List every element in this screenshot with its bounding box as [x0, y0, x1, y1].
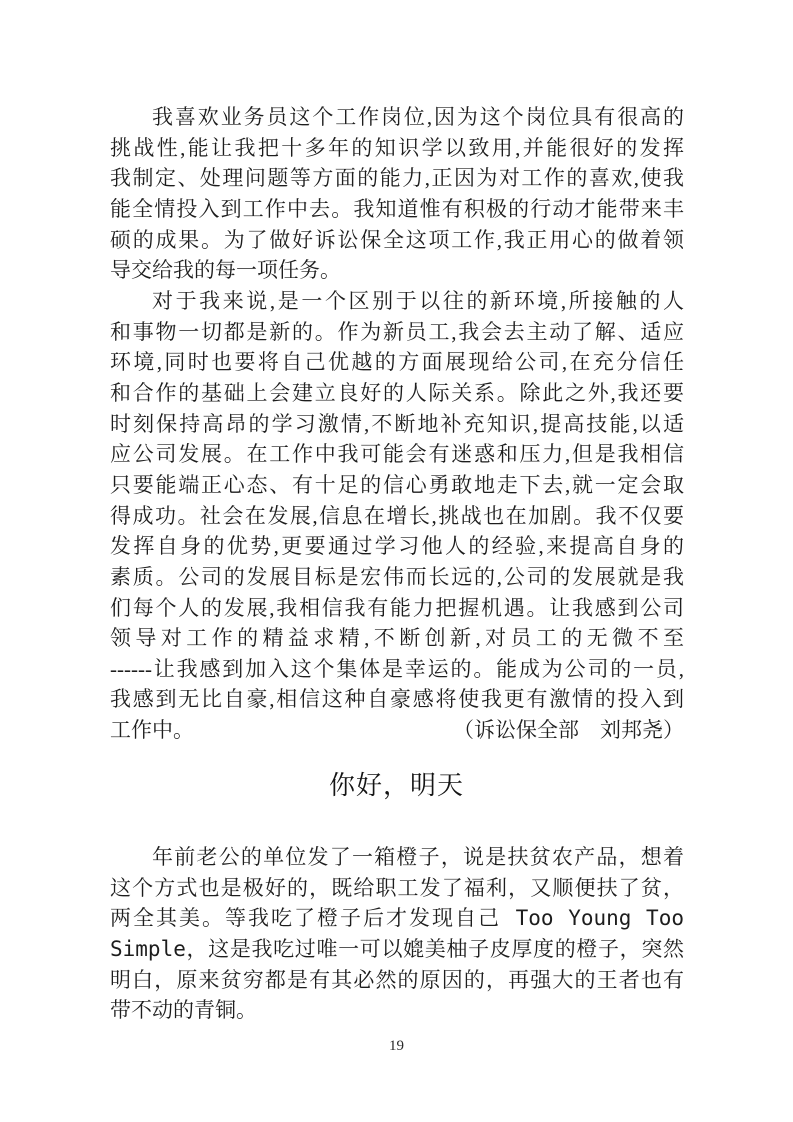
text-line: 只要能端正心态、有十足的信心勇敢地走下去,就一定会取: [110, 472, 684, 497]
text-line: 我喜欢业务员这个工作岗位,因为这个岗位具有很高的: [152, 105, 684, 129]
text-line: 两全其美。等我吃了橙子后才发现自己 Too Young Too: [110, 906, 684, 931]
text-line: Simple，这是我吃过唯一可以媲美柚子皮厚度的橙子，突然: [110, 936, 684, 961]
paragraph-closing: 工作中。: [110, 718, 194, 743]
text-line: 这个方式也是极好的，既给职工发了福利，又顺便扶了贫，: [110, 875, 684, 900]
article-title: 你好，明天: [328, 770, 464, 800]
text-line: 们每个人的发展,我相信我有能力把握机遇。让我感到公司: [110, 595, 684, 620]
page-number: 19: [389, 1038, 404, 1054]
paragraph-2: [110, 286, 684, 746]
text-line: 得成功。社会在发展,信息在增长,挑战也在加剧。我不仅要: [110, 503, 684, 528]
text-line: 能全情投入到工作中去。我知道惟有积极的行动才能带来丰: [110, 196, 684, 221]
paragraph-3: [110, 842, 684, 1026]
text-line: 对于我来说,是一个区别于以往的新环境,所接触的人: [152, 288, 684, 313]
article-1: [110, 102, 684, 746]
text-line: ------让我感到加入这个集体是幸运的。能成为公司的一员,: [110, 656, 684, 681]
text-line: 明白，原来贫穷都是有其必然的原因的，再强大的王者也有: [110, 967, 684, 992]
text-line: 发挥自身的优势,更要通过学习他人的经验,来提高自身的: [110, 534, 684, 559]
text-line: [110, 715, 684, 746]
text-line: 我感到无比自豪,相信这种自豪感将使我更有激情的投入到: [110, 687, 684, 712]
text-line: 带不动的青铜。: [110, 998, 257, 1023]
text-line: 时刻保持高昂的学习激情,不断地补充知识,提高技能,以适: [110, 411, 684, 436]
text-line: 领导对工作的精益求精,不断创新,对员工的无微不至: [110, 626, 684, 651]
text-line: 导交给我的每一项任务。: [110, 258, 341, 283]
text-line: 和事物一切都是新的。作为新员工,我会去主动了解、适应: [110, 319, 684, 344]
text-line: 和合作的基础上会建立良好的人际关系。除此之外,我还要: [110, 380, 684, 405]
signature: （诉讼保全部 刘邦尧）: [453, 718, 684, 743]
text-line: 素质。公司的发展目标是宏伟而长远的,公司的发展就是我: [110, 564, 684, 589]
text-line: 挑战性,能让我把十多年的知识学以致用,并能很好的发挥: [110, 135, 684, 160]
text-line: 应公司发展。在工作中我可能会有迷惑和压力,但是我相信: [110, 442, 684, 467]
text-line: 年前老公的单位发了一箱橙子，说是扶贫农产品，想着: [152, 845, 684, 869]
paragraph-1: [110, 102, 684, 286]
text-line: 硕的成果。为了做好诉讼保全这项工作,我正用心的做着领: [110, 227, 684, 252]
text-line: 环境,同时也要将自己优越的方面展现给公司,在充分信任: [110, 350, 684, 375]
article-2: [110, 842, 684, 1026]
text-line: 我制定、处理问题等方面的能力,正因为对工作的喜欢,使我: [110, 166, 684, 191]
